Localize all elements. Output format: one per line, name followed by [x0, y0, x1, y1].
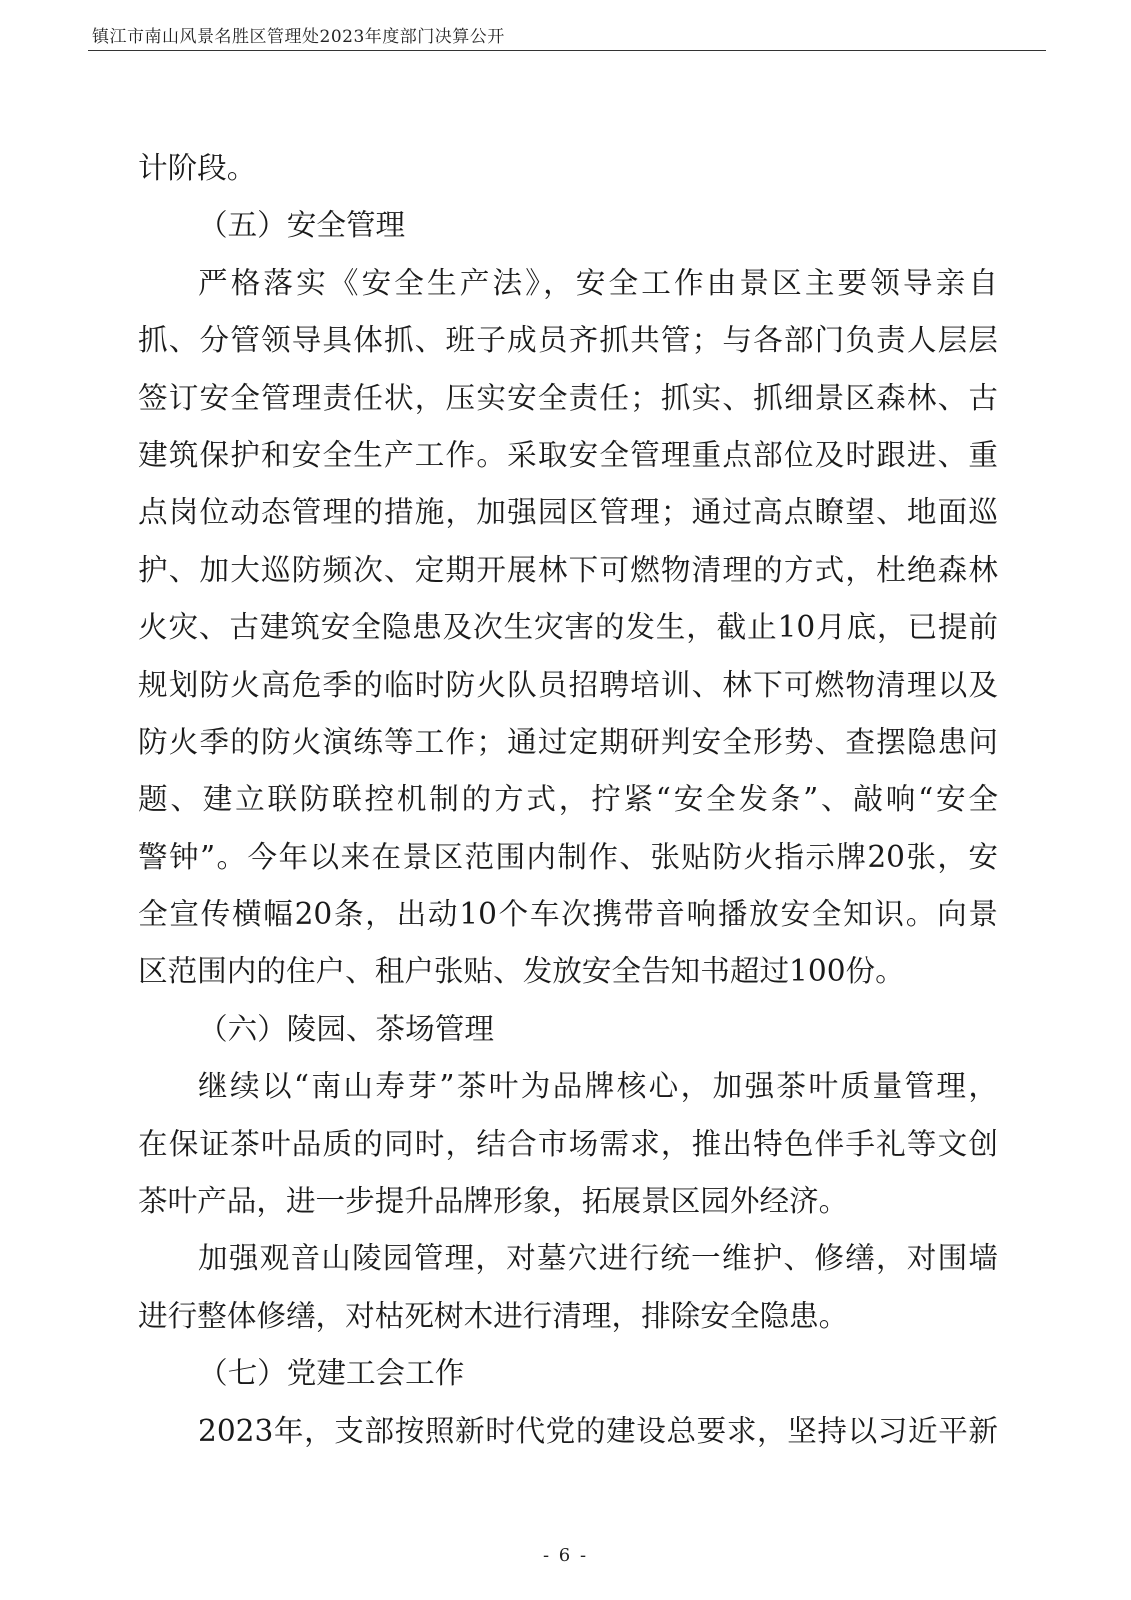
header-rule: [88, 50, 1046, 51]
body-line: 在保证茶叶品质的同时，结合市场需求，推出特色伴手礼等文创: [138, 1126, 998, 1161]
body-line: 抓、分管领导具体抓、班子成员齐抓共管；与各部门负责人层层: [138, 323, 998, 358]
body-line: 全宣传横幅20条，出动10个车次携带音响播放安全知识。向景: [138, 897, 998, 932]
body-line: 防火季的防火演练等工作；通过定期研判安全形势、查摆隐患问: [138, 724, 998, 759]
body-line: 茶叶产品，进一步提升品牌形象，拓展景区园外经济。: [138, 1184, 849, 1219]
page-body: [138, 140, 998, 1460]
body-line: 严格落实《安全生产法》，安全工作由景区主要领导亲自: [198, 265, 998, 300]
running-header: 镇江市南山风景名胜区管理处2023年度部门决算公开: [92, 27, 505, 47]
section-heading-7: （七）党建工会工作: [198, 1356, 465, 1391]
body-line: 点岗位动态管理的措施，加强园区管理；通过高点瞭望、地面巡: [138, 495, 998, 530]
body-line: 进行整体修缮，对枯死树木进行清理，排除安全隐患。: [138, 1298, 849, 1333]
body-line: 区范围内的住户、租户张贴、发放安全告知书超过100份。: [138, 954, 905, 989]
body-line: 护、加大巡防频次、定期开展林下可燃物清理的方式，杜绝森林: [138, 552, 998, 587]
body-line: 加强观音山陵园管理，对墓穴进行统一维护、修缮，对围墙: [198, 1241, 998, 1276]
body-line: 继续以“南山寿芽”茶叶为品牌核心，加强茶叶质量管理，: [198, 1069, 998, 1104]
body-line: 签订安全管理责任状，压实安全责任；抓实、抓细景区森林、古: [138, 380, 998, 415]
section-heading-6: （六）陵园、茶场管理: [198, 1011, 494, 1046]
body-line: 2023年，支部按照新时代党的建设总要求，坚持以习近平新: [198, 1413, 998, 1448]
body-line: 计阶段。: [138, 151, 257, 185]
body-line: 建筑保护和安全生产工作。采取安全管理重点部位及时跟进、重: [138, 437, 998, 472]
page-number: - 6 -: [542, 1545, 589, 1566]
body-line: 警钟”。今年以来在景区范围内制作、张贴防火指示牌20张，安: [138, 839, 998, 874]
body-line: 火灾、古建筑安全隐患及次生灾害的发生，截止10月底，已提前: [138, 610, 998, 645]
body-line: 规划防火高危季的临时防火队员招聘培训、林下可燃物清理以及: [138, 667, 998, 702]
body-line: 题、建立联防联控机制的方式，拧紧“安全发条”、敲响“安全: [138, 782, 998, 817]
section-heading-5: （五）安全管理: [198, 208, 406, 243]
